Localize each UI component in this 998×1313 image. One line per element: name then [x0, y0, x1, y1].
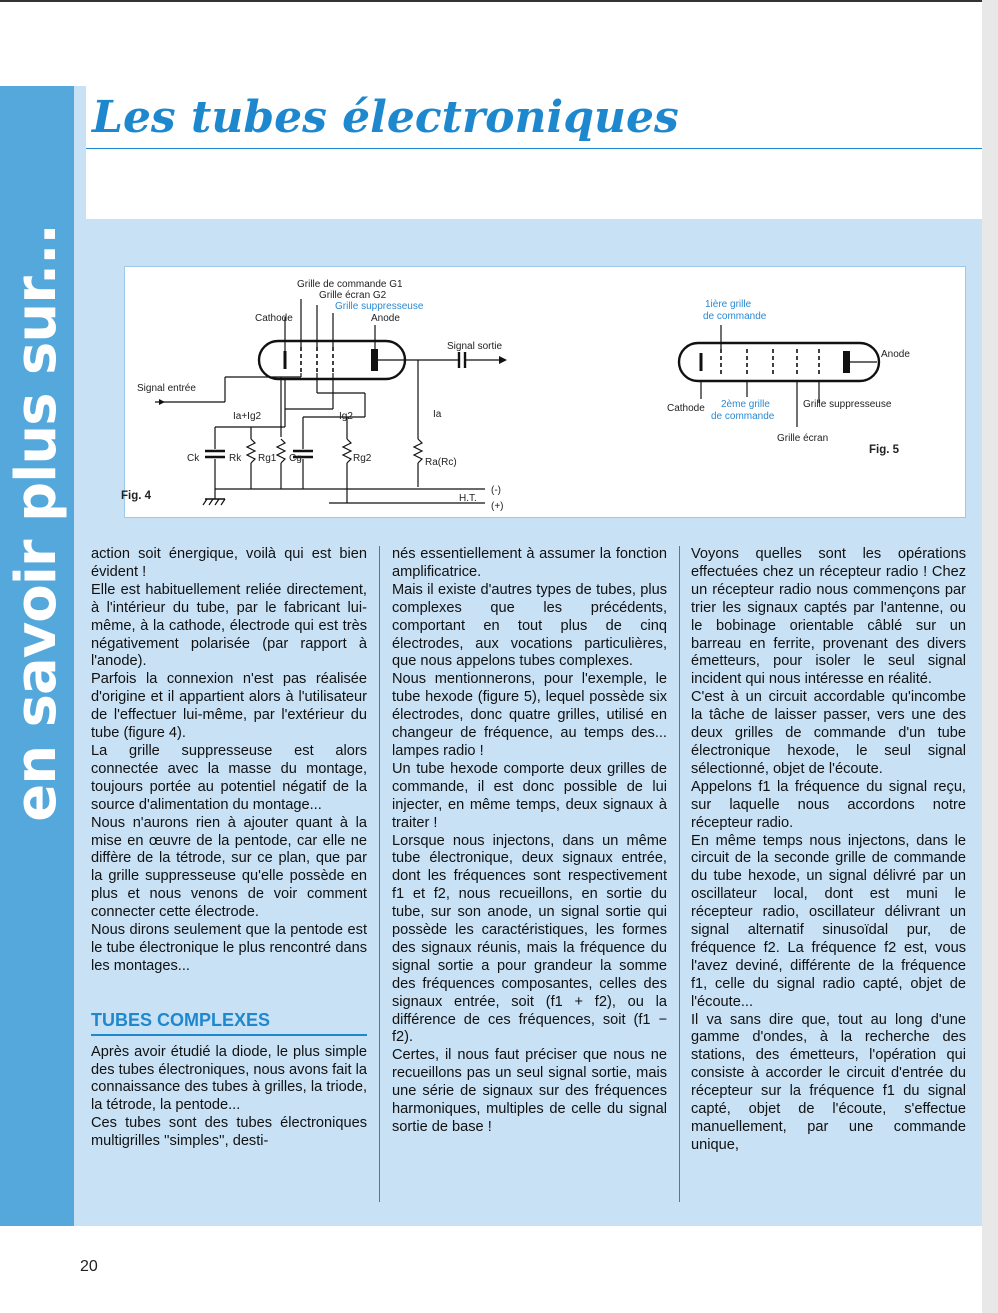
section-heading: TUBES COMPLEXES — [91, 1012, 367, 1036]
fig5-caption: Fig. 5 — [869, 444, 900, 456]
top-rule — [0, 0, 998, 2]
paragraph: Lorsque nous injectons, dans un même tube électronique, deux signaux entrée, dont les fréquences sont respectivement f1 et f2, nous recueillons, en sortie du tube, sur son anode, un signal sortie qui possède les caractéristiques, les formes des signaux réunis, mais la fréquence du signal sortie a pour grandeur la somme des fréquences composantes, celles des signaux entrée, soit (f1 + f2), ou la différence de ces fréquences, soit (f1 − f2). — [392, 832, 667, 1046]
fig5-label-cathode: Cathode — [667, 403, 705, 414]
resistor-rg2 — [343, 439, 351, 463]
hexode-anode — [843, 351, 850, 373]
resistor-rg1 — [277, 439, 285, 463]
paragraph: La grille suppresseuse est alors connectée avec la masse du montage, toujours portée au potentiel négatif de la source d'alimentation du montage... — [91, 742, 367, 813]
fig4-label-cg: Cg — [289, 453, 302, 464]
paragraph: Un tube hexode comporte deux grilles de commande, il est donc possible de lui injecter, en même temps, deux signaux à traiter ! — [392, 760, 667, 831]
fig4-label-ra: Ra(Rc) — [425, 457, 457, 468]
page-title: Les tubes électroniques — [92, 92, 679, 143]
column-2 — [392, 546, 667, 1137]
figure-4 — [121, 279, 507, 512]
paragraph: Nous dirons seulement que la pentode est le tube électronique le plus rencontré dans les montages... — [91, 922, 367, 974]
paragraph: Elle est habituellement reliée directement, à l'intérieur du tube, par le fabricant lui-même, à la cathode, électrode qui est très négativement polarisée (par rapport à l'anode). — [91, 581, 367, 670]
page-number: 20 — [80, 1258, 98, 1275]
fig4-label-rk: Rk — [229, 453, 242, 464]
paragraph: Appelons f1 la fréquence du signal reçu, sur laquelle nous accordons notre récepteur radio. — [691, 778, 966, 831]
fig4-label-grille-suppresseuse: Grille suppresseuse — [335, 301, 424, 312]
fig5-label-grille2-b: de commande — [711, 411, 775, 422]
fig4-label-anode: Anode — [371, 313, 400, 324]
resistor-rk — [247, 439, 255, 463]
fig4-label-grille-ecran: Grille écran G2 — [319, 290, 387, 301]
fig4-label-plus: (+) — [491, 501, 504, 512]
fig4-label-ck: Ck — [187, 453, 200, 464]
figures-svg — [121, 267, 965, 517]
paragraph: Ces tubes sont des tubes électroniques multigrilles ''simples'', desti- — [91, 1115, 367, 1150]
side-banner — [0, 86, 74, 1226]
side-banner-label: en savoir plus sur... — [4, 224, 69, 822]
paragraph: Certes, il nous faut préciser que nous ne recueillons pas un seul signal sortie, mais une série de signaux sur des fréquences harmoniques, multiples de celle du signal sortie de base ! — [392, 1047, 667, 1135]
paragraph: Nous mentionnerons, pour l'exemple, le tube hexode (figure 5), lequel possède six électrodes, donc quatre grilles, utilisé en changeur de fréquence, au temps des... lampes radio ! — [392, 671, 667, 759]
column-divider-2 — [679, 546, 680, 1202]
figure-5 — [667, 299, 910, 456]
fig4-label-rg1: Rg1 — [258, 453, 277, 464]
fig5-label-suppresseuse: Grille suppresseuse — [803, 399, 892, 410]
column-1 — [91, 546, 367, 1151]
fig4-label-cathode: Cathode — [255, 313, 293, 324]
fig4-label-ht: H.T. — [459, 493, 477, 504]
paragraph: Nous n'aurons rien à ajouter quant à la mise en œuvre de la pentode, car elle ne diffère de la tétrode, sur ce plan, que par la grille suppresseuse qu'elle possède en plus et nous venons de voir comment connecter cette électrode. — [91, 814, 367, 921]
fig4-label-signal-entree: Signal entrée — [137, 383, 196, 394]
figures-panel — [121, 266, 966, 518]
paragraph: nés essentiellement à assumer la fonction amplificatrice. — [392, 546, 667, 580]
fig4-label-minus: (-) — [491, 485, 501, 496]
paragraph: En même temps nous injectons, dans le circuit de la seconde grille de commande du tube hexode, un signal délivré par un oscillateur local, dont est muni le récepteur radio, oscillateur délivrant un signal alternatif sinusoïdal pur, de fréquence f2. La fréquence f2 est, vous l'avez deviné, différente de la fréquence f1, celle du signal radio capté, objet de l'écoute... — [691, 832, 966, 1010]
fig4-label-signal-sortie: Signal sortie — [447, 341, 503, 352]
column-divider-1 — [379, 546, 380, 1202]
column-3 — [691, 546, 966, 1155]
fig4-label-grille-commande: Grille de commande G1 — [297, 279, 403, 290]
fig5-label-ecran: Grille écran — [777, 433, 829, 444]
page-edge — [982, 0, 998, 1313]
fig4-label-ia-ig2: Ia+Ig2 — [233, 411, 262, 422]
paragraph: Parfois la connexion n'est pas réalisée d'origine et il appartient alors à l'utilisateur de l'effectuer lui-même, par l'extérieur du tube (figure 4). — [91, 671, 367, 742]
fig4-caption: Fig. 4 — [121, 490, 152, 502]
paragraph: Il va sans dire que, tout au long d'une gamme d'ondes, à la recherche des stations, des émetteurs, l'opération qui consiste à accorder le circuit d'entrée du récepteur sur la fréquence f1 du signal capté, objet de l'écoute, s'effectue manuellement, par une commande unique, — [691, 1011, 966, 1153]
paragraph: Mais il existe d'autres types de tubes, plus complexes que les précédents, comportant en tout plus de cinq électrodes, aux vocations particulières, que nous appelons tubes complexes. — [392, 581, 667, 670]
fig5-label-grille1: 1ière grille — [705, 299, 752, 310]
fig4-label-ig2: Ig2 — [339, 411, 353, 422]
paragraph: C'est à un circuit accordable qu'incombe la tâche de laisser passer, vers une des deux grilles de commande d'un tube électronique hexode, le seul signal sélectionné, objet de l'écoute. — [691, 689, 966, 777]
paragraph: Voyons quelles sont les opérations effectuées chez un récepteur radio ! Chez un récepteur radio nous commençons par trier les signaux captés par l'antenne, ou le bobinage orientable câblé sur un barreau en ferrite, provenant des divers émetteurs, pour isoler le seul signal incident qui nous intéresse en réalité. — [691, 546, 966, 688]
fig4-label-rg2: Rg2 — [353, 453, 372, 464]
intro-box — [86, 148, 982, 219]
paragraph: action soit énergique, voilà qui est bien évident ! — [91, 546, 367, 580]
pentode-anode — [371, 349, 378, 371]
fig5-label-grille1-b: de commande — [703, 311, 767, 322]
fig4-label-ia: Ia — [433, 409, 442, 420]
fig5-label-anode: Anode — [881, 349, 910, 360]
resistor-ra — [414, 439, 422, 463]
fig5-label-grille2: 2ème grille — [721, 399, 770, 410]
paragraph: Après avoir étudié la diode, le plus simple des tubes électroniques, nous avons fait la connaissance des tubes à grilles, la triode, la tétrode, la pentode... — [91, 1043, 367, 1114]
